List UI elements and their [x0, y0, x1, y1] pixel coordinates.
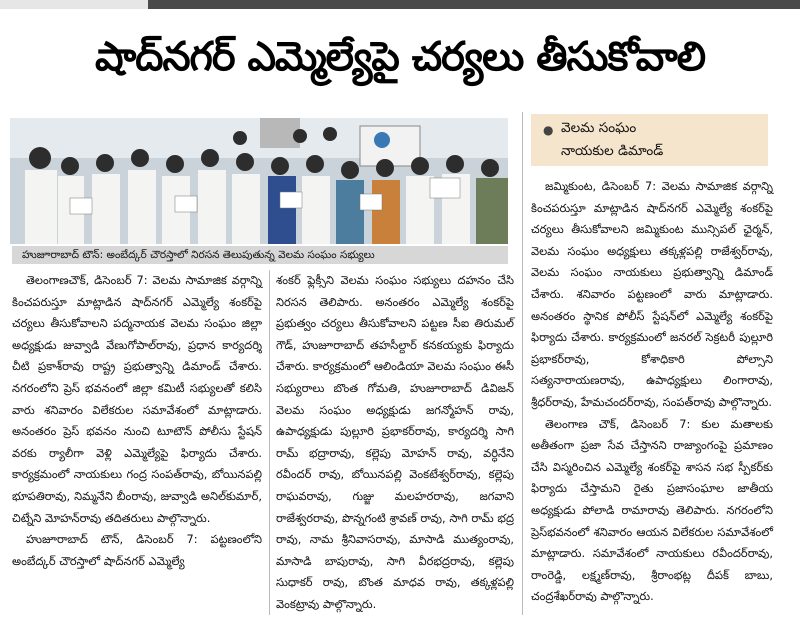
top-bar — [0, 0, 800, 9]
column-2-paragraph-1: శంకర్ ఫ్లెక్సీని వెలమ సంఘం సభ్యులు దహనం చేసి నిరసన తెలిపారు. అనంతరం ఎమ్మెల్యే శంకర్‌పై ప్రభుత్వం చర్యలు తీసుకోవాలని పట్టణ సీఐ తిరుమల్ గౌడ్, హుజూరాబాద్ తహసీల్దార్ కనకయ్యకు ఫిర్యాదు చేశారు. కార్యక్రమంలో ఆలిండియా వెలమ సంఘం ఈసీ సభ్యురాలు బొంత గోమతి, హుజూరాబాద్ డివిజన్ వెలమ సంఘం అధ్యక్షుడు జగన్మోహన్ రావు, ఉపాధ్యక్షుడు పుల్లూరి ప్రభాకర్‌రావు, కార్యదర్శి సాగి రామ్ భద్రారావు, కల్లెపు మోహన్ రావు, వర్ధినేని రవీందర్ రావు, బోయినపల్లి వెంకటేశ్వర్‌రావు, కల్లెపు రాఘవరావు, గుజ్జు మలహరరావు, జగవాని రాజేశ్వరరావు, పొన్నగంటి శ్రావణ్ రావు, సాగి రామ్ భద్ర రావు, నామ శ్రీనివాసరావు, మాసాడి ముత్యంరావు, మాసాడి బాపురావు, సాగి వీరభద్రరావు, కల్లెపు సుధాకర్ రావు, బొంత మాధవ రావు, తక్కళ్లపల్లి వెంకట్రావు పాల్గొన్నారు. — [276, 273, 514, 611]
column-3-paragraph-1: జమ్మికుంట, డిసెంబర్ 7: వెలమ సామాజిక వర్గాన్ని కించపరుస్తూ మాట్లాడిన షాద్‌నగర్ ఎమ్మెల్యే శంకర్‌పై చర్యలు తీసుకోవాలని జమ్మికుంట మున్సిపల్ ఛైర్మన్, వెలమ సంఘం అధ్యక్షులు తక్కళ్లపల్లి రాజేశ్వర్‌రావు, వెలమ సంఘం నాయకులు ప్రభుత్వాన్ని డిమాండ్ చేశారు. శనివారం పట్టణంలో వారు మాట్లాడారు. అనంతరం స్థానిక పోలీస్ స్టేషన్‌లో ఎమ్మెల్యే శంకర్‌పై ఫిర్యాదు చేశారు. కార్యక్రమంలో జనరల్ సెక్రటరీ పుల్లూరి ప్రభాకర్‌రావు, కోశాధికారి పోల్సాని సత్యనారాయణరావు, ఉపాధ్యక్షులు లింగారావు, శ్రీధర్‌రావు, హేమచందర్‌రావు, సంపత్‌రావు పాల్గొన్నారు. — [531, 179, 773, 409]
article-column-3 — [531, 176, 773, 608]
article-column-2 — [276, 270, 514, 616]
article-column-1 — [12, 270, 262, 572]
top-bar-dark — [148, 0, 800, 9]
highlight-line-2: నాయకుల డిమాండ్ — [561, 143, 664, 159]
photo-caption: హుజూరాబాద్ టౌన్: అంబేద్కర్ చౌరస్తాలో నిరసన తెలుపుతున్న వెలమ సంఘం సభ్యులు — [12, 246, 508, 264]
column-1-paragraph-1: తెలంగాణచౌక్, డిసెంబర్ 7: వెలమ సామాజిక వర్గాన్ని కించపరుస్తూ మాట్లాడిన షాద్‌నగర్ ఎమ్మెల్యే శంకర్‌పై చర్యలు తీసుకోవాలని పద్మనాయక వెలమ సంఘం జిల్లా అధ్యక్షుడు జువ్వాడి వేణుగోపాల్‌రావు, ప్రధాన కార్యదర్శి చీటి ప్రకాశ్‌రావు రాష్ట్ర ప్రభుత్వాన్ని డిమాండ్ చేశారు. నగరంలోని ప్రెస్ భవనంలో జిల్లా కమిటీ సభ్యులతో కలిసి వారు శనివారం విలేకరుల సమావేశంలో మాట్లాడారు. అనంతరం ప్రెస్ భవనం నుంచి టూటౌన్ పోలీసు స్టేషన్ వరకు ర్యాలీగా వెళ్లి ఎమ్మెల్యేపై ఫిర్యాదు చేశారు. కార్యక్రమంలో నాయకులు గంద్ర సంపత్‌రావు, బోయినపల్లి భూపతిరావు, నిమ్మనేని బీంరావు, జువ్వాడి అనిల్‌కుమార్, చిట్నేని మోహన్‌రావు తదితరులు పాల్గొన్నారు. — [12, 273, 262, 525]
column-divider-2 — [522, 112, 523, 615]
bullet-icon: ● — [543, 123, 554, 137]
highlight-line-1: వెలమ సంఘం — [561, 120, 637, 136]
column-3-paragraph-2: తెలంగాణ చౌక్, డిసెంబర్ 7: కుల మతాలకు అతీతంగా ప్రజా సేవ చేస్తానని రాజ్యాంగంపై ప్రమాణం చేసి విస్మరించిన ఎమ్మెల్యే శంకర్‌పై శాసన సభ స్పీకర్‌కు ఫిర్యాదు చేస్తామని రైతు ప్రజాసంఘాల జాతీయ అధ్యక్షుడు పోలాడి రామారావు తెలిపారు. నగరంలోని ప్రెస్‌భవనంలో శనివారం ఆయన విలేకరుల సమావేశంలో మాట్లాడారు. సమావేశంలో నాయకులు రవీందర్‌రావు, రాంరెడ్డి, లక్ష్మణ్‌రావు, శ్రీరాంభట్ల దీపక్ బాబు, చంద్రశేఖర్‌రావు పాల్గొన్నారు. — [531, 416, 773, 604]
protest-photo — [10, 118, 508, 244]
column-1-paragraph-2: హుజూరాబాద్ టౌన్, డిసెంబర్ 7: పట్టణంలోని అంబేద్కర్ చౌరస్తాలో షాద్‌నగర్ ఎమ్మెల్యే — [12, 532, 262, 568]
column-divider-1 — [269, 270, 270, 615]
highlight-box — [531, 114, 768, 166]
headline: షాద్‌నగర్ ఎమ్మెల్యేపై చర్యలు తీసుకోవాలి — [94, 34, 706, 80]
protest-photo-illustration — [10, 118, 508, 244]
